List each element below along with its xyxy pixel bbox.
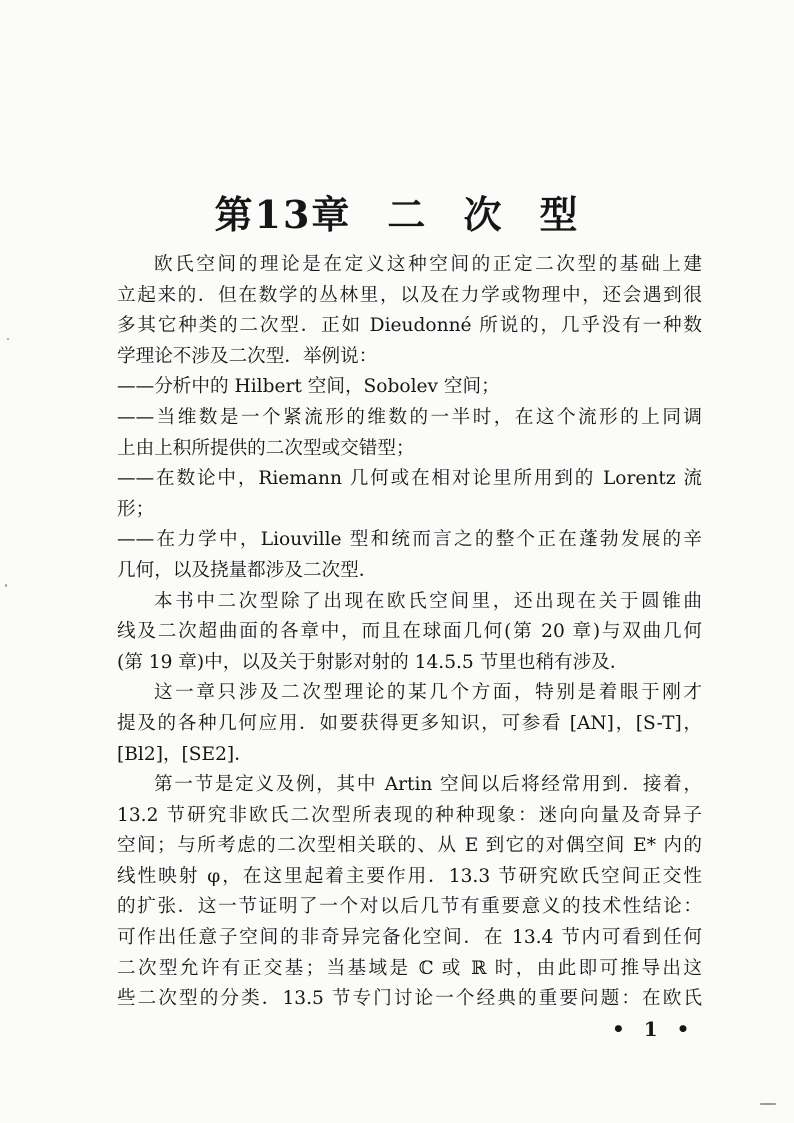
text-line: 形； [117,498,155,520]
text-line: (第 19 章)中，以及关于射影对射的 14.5.5 节里也稍有涉及． [117,651,629,673]
text-line: 13.2 节研究非欧氏二次型所表现的种种现象：迷向向量及奇异子 [117,804,702,826]
title-char-1: 二 [387,192,428,237]
text-line: [Bl2]，[SE2]． [117,743,253,765]
text-line: 上由上积所提供的二次型或交错型； [117,437,415,459]
text-line: 提及的各种几何应用．如要获得更多知识，可参看 [AN]，[S-T]， [117,712,702,734]
text-line: 线性映射 φ，在这里起着主要作用．13.3 节研究欧氏空间正交性 [117,865,702,887]
text-line: 空间；与所考虑的二次型相关联的、从 E 到它的对偶空间 E* 内的 [117,835,702,857]
scan-speck [760,1103,776,1105]
title-char-3: 型 [539,192,580,237]
scan-speck [7,338,9,340]
page-number: • 1 • [612,1017,696,1041]
text-line: ——分析中的 Hilbert 空间，Sobolev 空间； [117,376,500,398]
text-line: 本书中二次型除了出现在欧氏空间里，还出现在关于圆锥曲 [154,590,702,612]
chapter-number: 第13章 [214,192,352,237]
text-line: 线及二次超曲面的各章中，而且在球面几何(第 20 章)与双曲几何 [117,621,702,643]
text-line: 第一节是定义及例，其中 Artin 空间以后将经常用到．接着， [154,774,702,796]
text-line: 可作出任意子空间的非奇异完备化空间．在 13.4 节内可看到任何 [117,927,702,949]
text-line: 立起来的．但在数学的丛林里，以及在力学或物理中，还会遇到很 [117,284,702,306]
scan-speck [5,584,7,587]
chapter-title [0,184,794,239]
text-line: 二次型允许有正交基；当基域是 ℂ 或 ℝ 时，由此即可推导出这 [117,957,702,979]
text-line: 欧氏空间的理论是在定义这种空间的正定二次型的基础上建 [154,254,702,275]
text-line: ——在数论中，Riemann 几何或在相对论里所用到的 Lorentz 流 [117,468,702,490]
text-line: 学理论不涉及二次型．举例说： [117,345,378,367]
text-line: 这一章只涉及二次型理论的某几个方面，特别是着眼于刚才 [154,682,702,704]
text-line: 的扩张．这一节证明了一个对以后几节有重要意义的技术性结论： [117,896,702,918]
title-char-2: 次 [463,192,504,237]
text-line: 些二次型的分类．13.5 节专门讨论一个经典的重要问题：在欧氏 [117,988,702,1010]
text-line: 多其它种类的二次型．正如 Dieudonné 所说的，几乎没有一种数 [117,315,702,337]
text-line: ——当维数是一个紧流形的维数的一半时，在这个流形的上同调 [117,406,702,428]
body-text [117,250,702,1015]
text-line: ——在力学中，Liouville 型和统而言之的整个正在蓬勃发展的辛 [117,529,702,551]
text-line: 几何，以及挠量都涉及二次型． [117,559,378,581]
